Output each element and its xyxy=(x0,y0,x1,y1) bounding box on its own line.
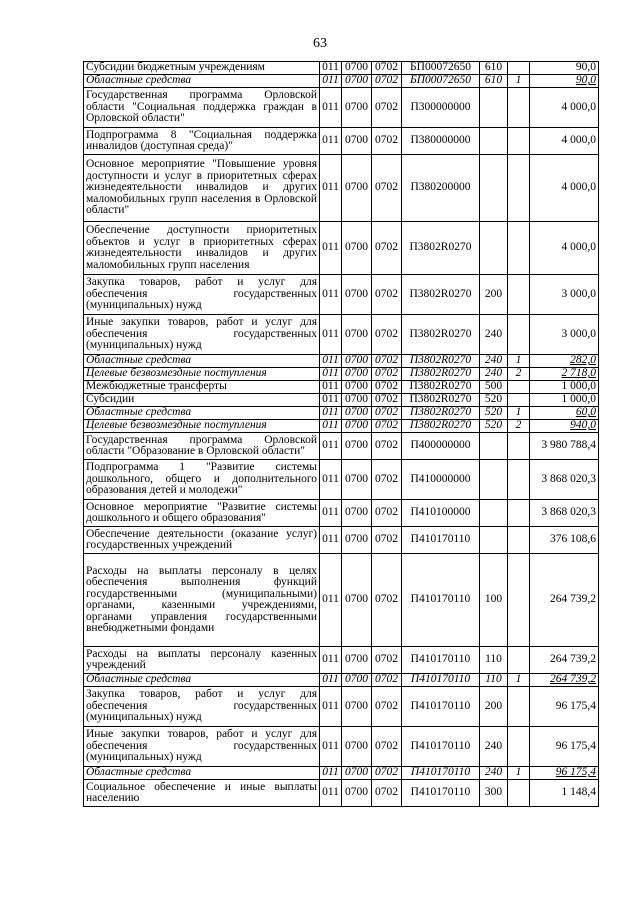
row-name: Субсидии бюджетным учреждениям xyxy=(84,62,320,75)
row-name: Государственная программа Орловской области "Социальная поддержка граждан в Орловской области" xyxy=(84,88,320,128)
target-article-code: П410100000 xyxy=(402,500,480,527)
funding-source-code: 1 xyxy=(508,674,530,687)
row-name: Межбюджетные трансферты xyxy=(84,381,320,394)
row-name: Обеспечение деятельности (оказание услуг) государственных учреждений xyxy=(84,527,320,554)
funding-source-code: 1 xyxy=(508,767,530,780)
row-name: Субсидии xyxy=(84,394,320,407)
subsection-code: 0702 xyxy=(372,368,402,381)
section-code: 0700 xyxy=(342,355,372,368)
row-name: Подпрограмма 8 "Социальная поддержка инвалидов (доступная среда)" xyxy=(84,128,320,155)
expense-type-code: 240 xyxy=(480,368,508,381)
table-row xyxy=(84,381,599,394)
grbs-code: 011 xyxy=(320,128,342,155)
section-code: 0700 xyxy=(342,394,372,407)
expense-type-code: 610 xyxy=(480,62,508,75)
row-name: Целевые безвозмездные поступления xyxy=(84,368,320,381)
row-name: Расходы на выплаты персоналу в целях обеспечения выполнения функций государственными (муниципальными) органами, казенными учреждениями, органами управления государственными внебюджетными фондами xyxy=(84,554,320,647)
amount: 282,0 xyxy=(530,355,599,368)
section-code: 0700 xyxy=(342,128,372,155)
table-row xyxy=(84,727,599,767)
funding-source-code xyxy=(508,500,530,527)
expense-type-code xyxy=(480,460,508,500)
row-name: Областные средства xyxy=(84,674,320,687)
target-article-code: П3802R0270 xyxy=(402,368,480,381)
expense-type-code: 110 xyxy=(480,674,508,687)
subsection-code: 0702 xyxy=(372,433,402,460)
target-article-code: П300000000 xyxy=(402,88,480,128)
subsection-code: 0702 xyxy=(372,727,402,767)
expense-type-code xyxy=(480,527,508,554)
section-code: 0700 xyxy=(342,460,372,500)
grbs-code: 011 xyxy=(320,275,342,315)
table-row xyxy=(84,75,599,88)
funding-source-code: 2 xyxy=(508,420,530,433)
section-code: 0700 xyxy=(342,674,372,687)
expense-type-code: 240 xyxy=(480,355,508,368)
expense-type-code xyxy=(480,500,508,527)
table-row xyxy=(84,767,599,780)
section-code: 0700 xyxy=(342,687,372,727)
expense-type-code: 240 xyxy=(480,727,508,767)
grbs-code: 011 xyxy=(320,687,342,727)
funding-source-code xyxy=(508,155,530,222)
table-row xyxy=(84,460,599,500)
expense-type-code: 520 xyxy=(480,394,508,407)
grbs-code: 011 xyxy=(320,554,342,647)
amount: 264 739,2 xyxy=(530,647,599,674)
grbs-code: 011 xyxy=(320,407,342,420)
grbs-code: 011 xyxy=(320,460,342,500)
subsection-code: 0702 xyxy=(372,315,402,355)
table-row xyxy=(84,527,599,554)
row-name: Основное мероприятие "Развитие системы дошкольного и общего образования" xyxy=(84,500,320,527)
section-code: 0700 xyxy=(342,727,372,767)
target-article-code: П3802R0270 xyxy=(402,407,480,420)
row-name: Социальное обеспечение и иные выплаты населению xyxy=(84,780,320,807)
table-row xyxy=(84,62,599,75)
grbs-code: 011 xyxy=(320,500,342,527)
table-row xyxy=(84,275,599,315)
table-row xyxy=(84,394,599,407)
target-article-code: П410000000 xyxy=(402,460,480,500)
grbs-code: 011 xyxy=(320,381,342,394)
amount: 3 000,0 xyxy=(530,315,599,355)
section-code: 0700 xyxy=(342,420,372,433)
section-code: 0700 xyxy=(342,222,372,275)
amount: 264 739,2 xyxy=(530,674,599,687)
row-name: Подпрограмма 1 "Развитие системы дошкольного, общего и дополнительного образования детей и молодежи" xyxy=(84,460,320,500)
target-article-code: БП00072650 xyxy=(402,75,480,88)
subsection-code: 0702 xyxy=(372,275,402,315)
subsection-code: 0702 xyxy=(372,407,402,420)
grbs-code: 011 xyxy=(320,727,342,767)
subsection-code: 0702 xyxy=(372,674,402,687)
target-article-code: П400000000 xyxy=(402,433,480,460)
subsection-code: 0702 xyxy=(372,647,402,674)
subsection-code: 0702 xyxy=(372,767,402,780)
amount: 3 980 788,4 xyxy=(530,433,599,460)
target-article-code: П410170110 xyxy=(402,647,480,674)
target-article-code: П3802R0270 xyxy=(402,394,480,407)
expense-type-code: 240 xyxy=(480,767,508,780)
table-row xyxy=(84,647,599,674)
amount: 2 718,0 xyxy=(530,368,599,381)
funding-source-code xyxy=(508,394,530,407)
amount: 4 000,0 xyxy=(530,155,599,222)
amount: 1 000,0 xyxy=(530,381,599,394)
subsection-code: 0702 xyxy=(372,554,402,647)
funding-source-code xyxy=(508,687,530,727)
grbs-code: 011 xyxy=(320,355,342,368)
row-name: Государственная программа Орловской области "Образование в Орловской области" xyxy=(84,433,320,460)
expense-type-code xyxy=(480,222,508,275)
funding-source-code: 2 xyxy=(508,368,530,381)
table-row xyxy=(84,780,599,807)
section-code: 0700 xyxy=(342,780,372,807)
section-code: 0700 xyxy=(342,767,372,780)
subsection-code: 0702 xyxy=(372,75,402,88)
target-article-code: П410170110 xyxy=(402,767,480,780)
target-article-code: П380000000 xyxy=(402,128,480,155)
target-article-code: П3802R0270 xyxy=(402,275,480,315)
table-row xyxy=(84,674,599,687)
amount: 264 739,2 xyxy=(530,554,599,647)
target-article-code: П3802R0270 xyxy=(402,222,480,275)
table-row xyxy=(84,368,599,381)
row-name: Областные средства xyxy=(84,355,320,368)
table-row xyxy=(84,687,599,727)
target-article-code: П410170110 xyxy=(402,687,480,727)
target-article-code: П410170110 xyxy=(402,554,480,647)
row-name: Иные закупки товаров, работ и услуг для обеспечения государственных (муниципальных) нужд xyxy=(84,315,320,355)
funding-source-code xyxy=(508,527,530,554)
section-code: 0700 xyxy=(342,275,372,315)
grbs-code: 011 xyxy=(320,527,342,554)
expense-type-code: 200 xyxy=(480,687,508,727)
funding-source-code: 1 xyxy=(508,75,530,88)
amount: 1 148,4 xyxy=(530,780,599,807)
amount: 3 000,0 xyxy=(530,275,599,315)
table-row xyxy=(84,315,599,355)
table-row xyxy=(84,222,599,275)
table-row xyxy=(84,554,599,647)
funding-source-code xyxy=(508,647,530,674)
amount: 60,0 xyxy=(530,407,599,420)
section-code: 0700 xyxy=(342,62,372,75)
subsection-code: 0702 xyxy=(372,62,402,75)
expense-type-code: 110 xyxy=(480,647,508,674)
page-number: 63 xyxy=(313,36,327,51)
grbs-code: 011 xyxy=(320,368,342,381)
grbs-code: 011 xyxy=(320,62,342,75)
subsection-code: 0702 xyxy=(372,394,402,407)
grbs-code: 011 xyxy=(320,155,342,222)
table-row xyxy=(84,128,599,155)
expense-type-code: 240 xyxy=(480,315,508,355)
target-article-code: П3802R0270 xyxy=(402,315,480,355)
amount: 96 175,4 xyxy=(530,727,599,767)
amount: 376 108,6 xyxy=(530,527,599,554)
table-row xyxy=(84,155,599,222)
grbs-code: 011 xyxy=(320,674,342,687)
subsection-code: 0702 xyxy=(372,527,402,554)
section-code: 0700 xyxy=(342,368,372,381)
funding-source-code xyxy=(508,433,530,460)
amount: 4 000,0 xyxy=(530,88,599,128)
row-name: Расходы на выплаты персоналу казенных учреждений xyxy=(84,647,320,674)
target-article-code: БП00072650 xyxy=(402,62,480,75)
row-name: Областные средства xyxy=(84,767,320,780)
expense-type-code: 100 xyxy=(480,554,508,647)
expense-type-code xyxy=(480,88,508,128)
section-code: 0700 xyxy=(342,75,372,88)
subsection-code: 0702 xyxy=(372,460,402,500)
table-row xyxy=(84,420,599,433)
subsection-code: 0702 xyxy=(372,222,402,275)
amount: 96 175,4 xyxy=(530,767,599,780)
grbs-code: 011 xyxy=(320,315,342,355)
amount: 3 868 020,3 xyxy=(530,500,599,527)
section-code: 0700 xyxy=(342,88,372,128)
funding-source-code xyxy=(508,88,530,128)
table-row xyxy=(84,88,599,128)
target-article-code: П410170110 xyxy=(402,727,480,767)
row-name: Закупка товаров, работ и услуг для обеспечения государственных (муниципальных) нужд xyxy=(84,275,320,315)
row-name: Основное мероприятие "Повышение уровня доступности и услуг в приоритетных сферах жизнедеятельности инвалидов и других маломобильных групп населения в Орловской области" xyxy=(84,155,320,222)
grbs-code: 011 xyxy=(320,394,342,407)
target-article-code: П3802R0270 xyxy=(402,381,480,394)
expense-type-code xyxy=(480,433,508,460)
expense-type-code: 200 xyxy=(480,275,508,315)
funding-source-code xyxy=(508,727,530,767)
section-code: 0700 xyxy=(342,500,372,527)
section-code: 0700 xyxy=(342,155,372,222)
grbs-code: 011 xyxy=(320,647,342,674)
table-row xyxy=(84,433,599,460)
subsection-code: 0702 xyxy=(372,128,402,155)
target-article-code: П410170110 xyxy=(402,674,480,687)
target-article-code: П3802R0270 xyxy=(402,355,480,368)
funding-source-code xyxy=(508,315,530,355)
funding-source-code: 1 xyxy=(508,355,530,368)
expense-type-code: 520 xyxy=(480,420,508,433)
expense-type-code: 500 xyxy=(480,381,508,394)
funding-source-code xyxy=(508,460,530,500)
subsection-code: 0702 xyxy=(372,155,402,222)
grbs-code: 011 xyxy=(320,88,342,128)
table-row xyxy=(84,355,599,368)
amount: 90,0 xyxy=(530,75,599,88)
funding-source-code xyxy=(508,381,530,394)
table-body xyxy=(84,62,599,807)
funding-source-code xyxy=(508,275,530,315)
row-name: Областные средства xyxy=(84,407,320,420)
subsection-code: 0702 xyxy=(372,355,402,368)
subsection-code: 0702 xyxy=(372,500,402,527)
subsection-code: 0702 xyxy=(372,687,402,727)
amount: 90,0 xyxy=(530,62,599,75)
section-code: 0700 xyxy=(342,315,372,355)
target-article-code: П3802R0270 xyxy=(402,420,480,433)
section-code: 0700 xyxy=(342,381,372,394)
expense-type-code: 610 xyxy=(480,75,508,88)
expense-type-code: 520 xyxy=(480,407,508,420)
expense-type-code xyxy=(480,128,508,155)
budget-table xyxy=(83,61,599,807)
target-article-code: П410170110 xyxy=(402,527,480,554)
table-row xyxy=(84,500,599,527)
section-code: 0700 xyxy=(342,527,372,554)
funding-source-code: 1 xyxy=(508,407,530,420)
subsection-code: 0702 xyxy=(372,420,402,433)
target-article-code: П410170110 xyxy=(402,780,480,807)
row-name: Областные средства xyxy=(84,75,320,88)
subsection-code: 0702 xyxy=(372,381,402,394)
funding-source-code xyxy=(508,554,530,647)
grbs-code: 011 xyxy=(320,767,342,780)
subsection-code: 0702 xyxy=(372,88,402,128)
grbs-code: 011 xyxy=(320,780,342,807)
row-name: Закупка товаров, работ и услуг для обеспечения государственных (муниципальных) нужд xyxy=(84,687,320,727)
expense-type-code xyxy=(480,155,508,222)
funding-source-code xyxy=(508,222,530,275)
grbs-code: 011 xyxy=(320,420,342,433)
subsection-code: 0702 xyxy=(372,780,402,807)
expense-type-code: 300 xyxy=(480,780,508,807)
amount: 3 868 020,3 xyxy=(530,460,599,500)
row-name: Целевые безвозмездные поступления xyxy=(84,420,320,433)
section-code: 0700 xyxy=(342,647,372,674)
funding-source-code xyxy=(508,128,530,155)
grbs-code: 011 xyxy=(320,433,342,460)
section-code: 0700 xyxy=(342,433,372,460)
target-article-code: П380200000 xyxy=(402,155,480,222)
section-code: 0700 xyxy=(342,554,372,647)
amount: 4 000,0 xyxy=(530,128,599,155)
table-row xyxy=(84,407,599,420)
section-code: 0700 xyxy=(342,407,372,420)
amount: 96 175,4 xyxy=(530,687,599,727)
row-name: Иные закупки товаров, работ и услуг для обеспечения государственных (муниципальных) нужд xyxy=(84,727,320,767)
funding-source-code xyxy=(508,780,530,807)
amount: 940,0 xyxy=(530,420,599,433)
row-name: Обеспечение доступности приоритетных объектов и услуг в приоритетных сферах жизнедеятельности инвалидов и других маломобильных групп населения xyxy=(84,222,320,275)
grbs-code: 011 xyxy=(320,75,342,88)
grbs-code: 011 xyxy=(320,222,342,275)
funding-source-code xyxy=(508,62,530,75)
amount: 4 000,0 xyxy=(530,222,599,275)
amount: 1 000,0 xyxy=(530,394,599,407)
